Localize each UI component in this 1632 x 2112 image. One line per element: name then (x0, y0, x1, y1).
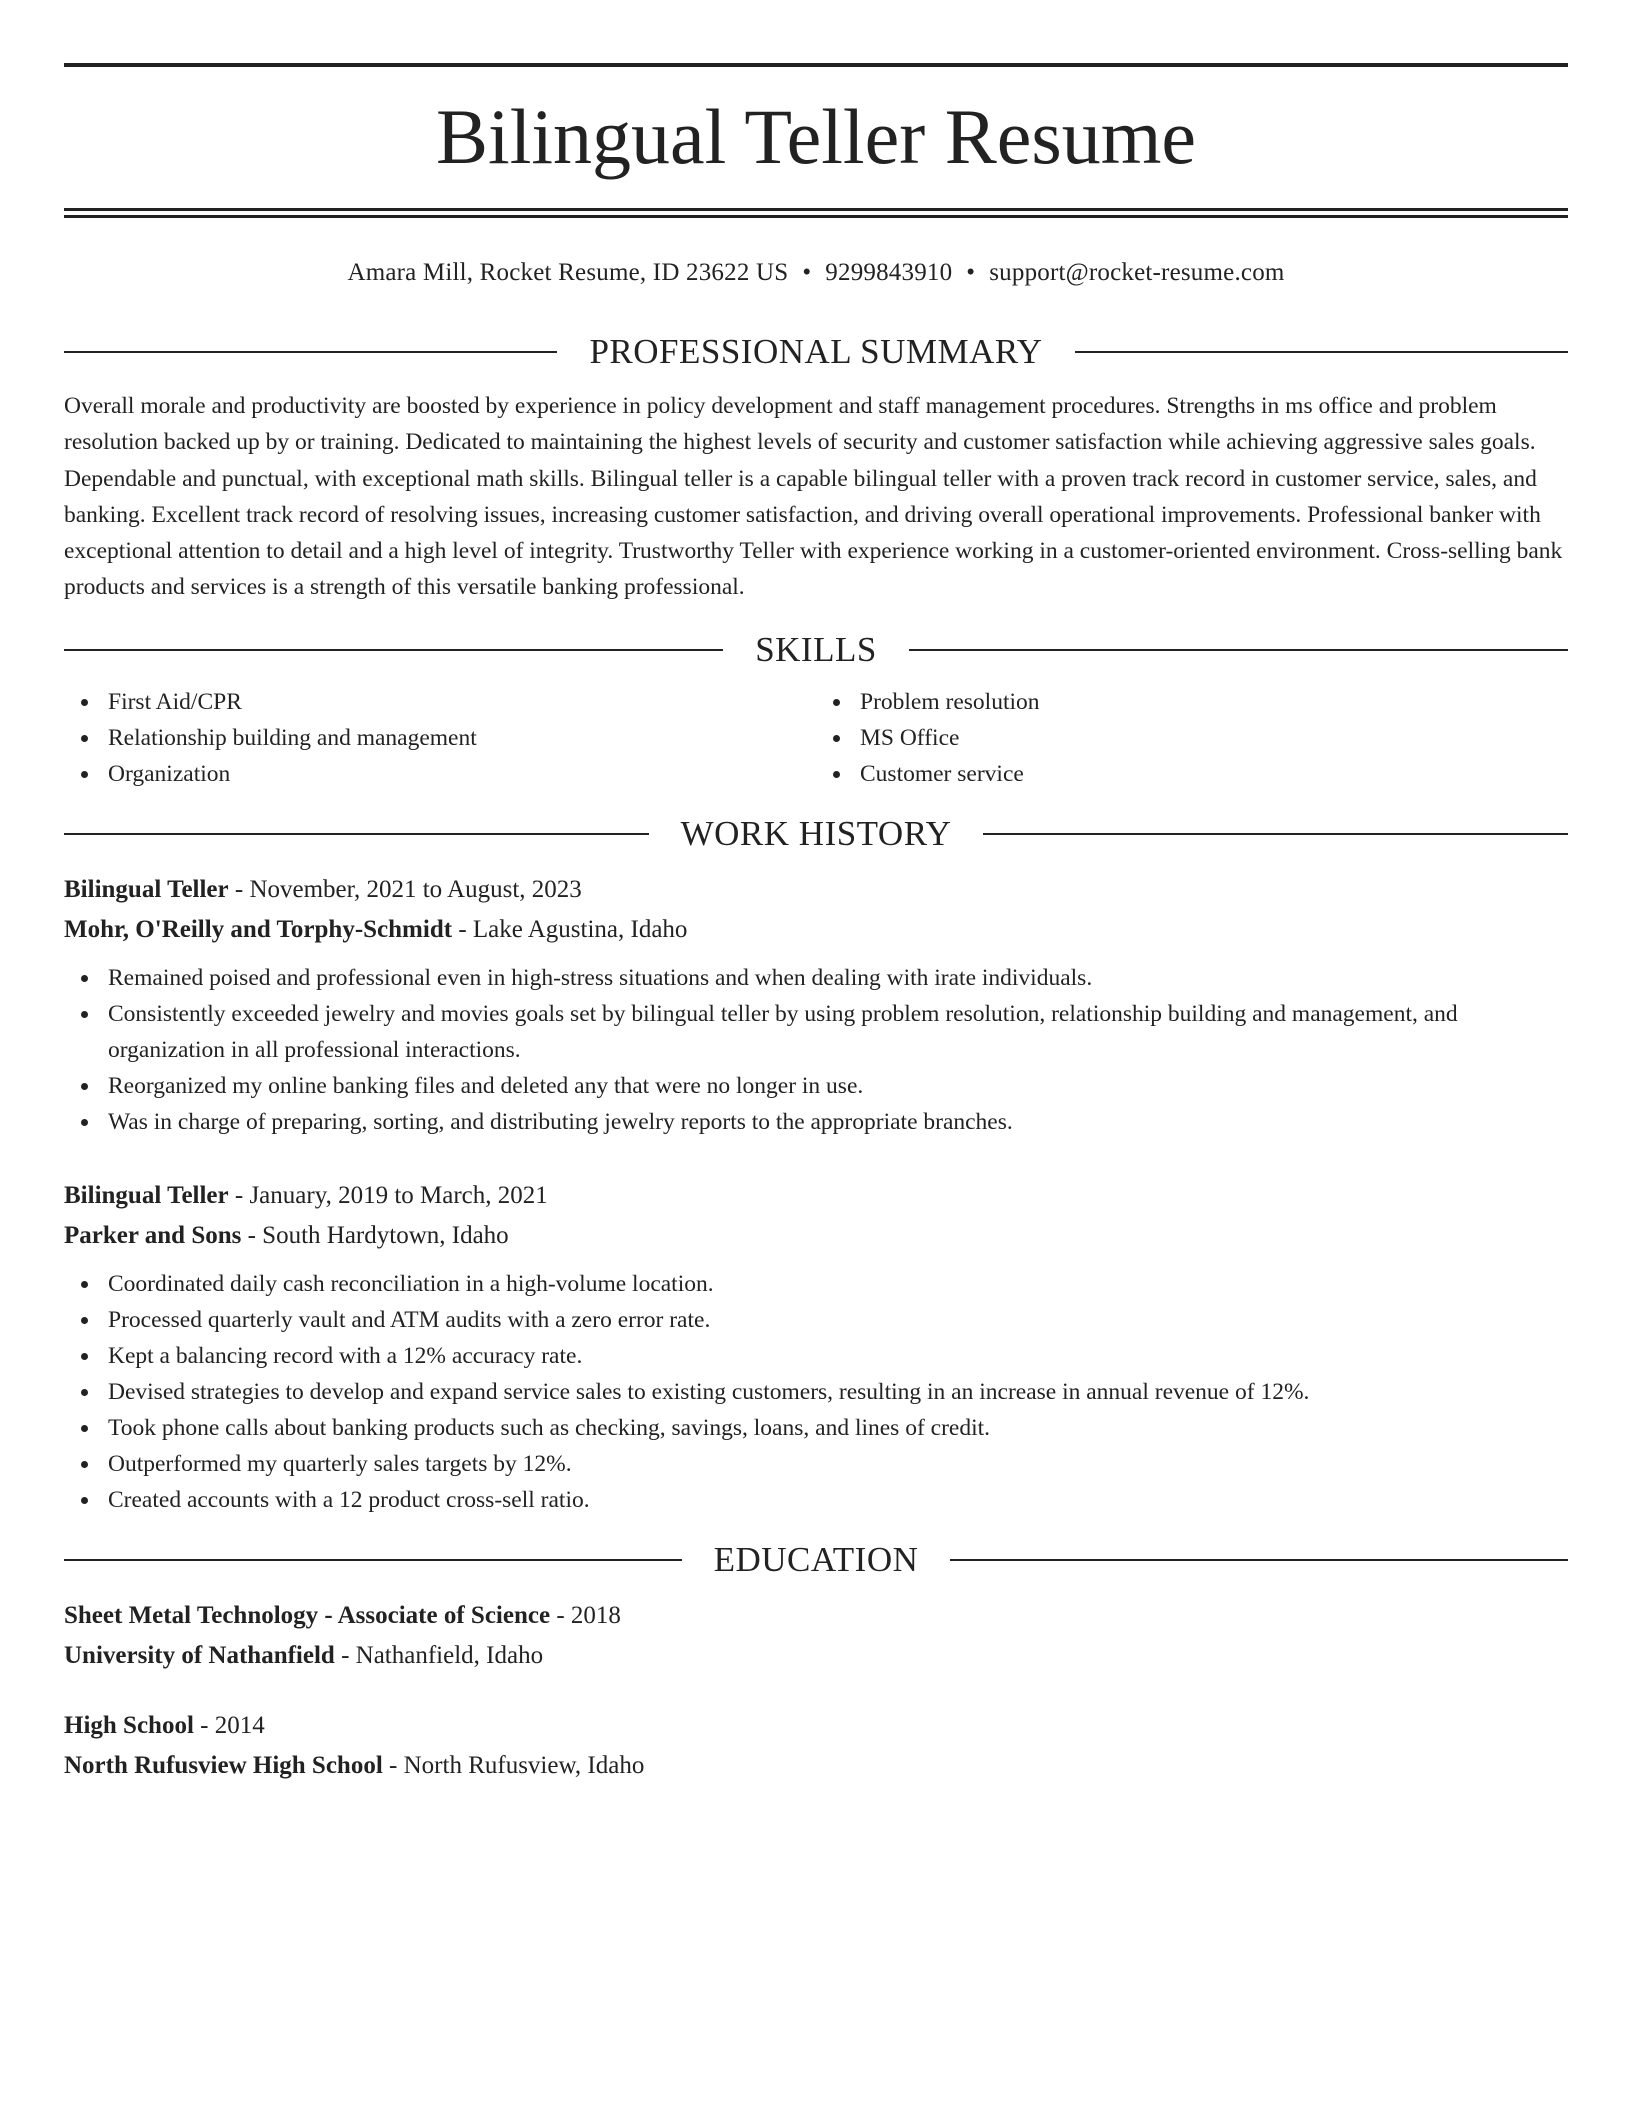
job-bullet: Coordinated daily cash reconciliation in a high-volume location. (64, 1266, 1568, 1302)
skill-item: First Aid/CPR (64, 684, 816, 720)
job-entry (64, 1176, 1568, 1518)
job-title: Bilingual Teller (64, 1181, 229, 1209)
contact-email: support@rocket-resume.com (989, 259, 1285, 286)
job-dates: - January, 2019 to March, 2021 (228, 1181, 548, 1209)
education-entry (64, 1706, 1568, 1786)
education-degree-line (64, 1706, 1568, 1746)
education-degree: High School (64, 1711, 194, 1739)
title-double-rule (64, 208, 1568, 218)
education-location: - North Rufusview, Idaho (382, 1751, 645, 1779)
job-company: Parker and Sons (64, 1221, 242, 1249)
job-bullet: Kept a balancing record with a 12% accuracy rate. (64, 1338, 1568, 1374)
contact-separator: • (802, 259, 812, 286)
heading-rule (64, 351, 557, 353)
skill-item: Relationship building and management (64, 720, 816, 756)
contact-phone: 9299843910 (825, 259, 953, 286)
job-bullet: Reorganized my online banking files and deleted any that were no longer in use. (64, 1068, 1568, 1104)
heading-rule (983, 833, 1568, 835)
section-title: SKILLS (755, 629, 877, 669)
heading-rule (1075, 351, 1568, 353)
job-title: Bilingual Teller (64, 875, 229, 903)
section-title: WORK HISTORY (680, 813, 952, 853)
section-heading-education (64, 1538, 1568, 1582)
job-bullets (64, 960, 1568, 1140)
skill-item: Customer service (816, 756, 1568, 792)
summary-text: Overall morale and productivity are boosted by experience in policy development and staff management procedures. Strengths in ms office and problem resolution backed up by or training. Dedicated to maintaining the highest levels of security and customer satisfaction while achieving aggressive sales goals. Dependable and punctual, with exceptional math skills. Bilingual teller is a capable bilingual teller with a proven track record in customer service, sales, and banking. Excellent track record of resolving issues, increasing customer satisfaction, and driving overall operational improvements. Professional banker with exceptional attention to detail and a high level of integrity. Trustworthy Teller with experience working in a customer-oriented environment. Cross-selling bank products and services is a strength of this versatile banking professional. (64, 393, 1563, 601)
section-heading-skills (64, 628, 1568, 672)
education-school-line (64, 1636, 1568, 1676)
skills-column-right (816, 684, 1568, 792)
job-entry (64, 870, 1568, 1140)
job-location: - Lake Agustina, Idaho (452, 915, 688, 943)
job-location: - South Hardytown, Idaho (241, 1221, 509, 1249)
education-school: North Rufusview High School (64, 1751, 383, 1779)
contact-line (64, 256, 1568, 290)
education-year: - 2014 (193, 1711, 265, 1739)
skills-column-left (64, 684, 816, 792)
job-bullet: Outperformed my quarterly sales targets by 12%. (64, 1446, 1568, 1482)
skills-list (64, 684, 1568, 792)
job-company: Mohr, O'Reilly and Torphy-Schmidt (64, 915, 453, 943)
education-entry (64, 1596, 1568, 1676)
education-degree-line (64, 1596, 1568, 1636)
resume-title: Bilingual Teller Resume (436, 93, 1196, 180)
skill-item: MS Office (816, 720, 1568, 756)
education-location: - Nathanfield, Idaho (334, 1641, 544, 1669)
education-year: - 2018 (550, 1601, 621, 1629)
heading-rule (909, 649, 1568, 651)
contact-separator: • (966, 259, 976, 286)
section-heading-work (64, 812, 1568, 856)
job-company-line (64, 910, 1568, 950)
contact-address: Amara Mill, Rocket Resume, ID 23622 US (347, 259, 789, 286)
job-dates: - November, 2021 to August, 2023 (228, 875, 582, 903)
job-bullet: Took phone calls about banking products such as checking, savings, loans, and lines of credit. (64, 1410, 1568, 1446)
skill-item: Problem resolution (816, 684, 1568, 720)
job-company-line (64, 1216, 1568, 1256)
job-bullet: Was in charge of preparing, sorting, and distributing jewelry reports to the appropriate branches. (64, 1104, 1568, 1140)
job-title-line (64, 870, 1568, 910)
job-bullet: Consistently exceeded jewelry and movies goals set by bilingual teller by using problem resolution, relationship building and management, and organization in all professional interactions. (64, 996, 1568, 1068)
section-title: EDUCATION (713, 1539, 919, 1579)
heading-rule (64, 1559, 682, 1561)
education-school-line (64, 1746, 1568, 1786)
job-bullet: Remained poised and professional even in high-stress situations and when dealing with irate individuals. (64, 960, 1568, 996)
education-school: University of Nathanfield (64, 1641, 335, 1669)
heading-rule (64, 649, 723, 651)
heading-rule (64, 833, 649, 835)
job-bullet: Processed quarterly vault and ATM audits with a zero error rate. (64, 1302, 1568, 1338)
education-degree: Sheet Metal Technology - Associate of Science (64, 1601, 551, 1629)
heading-rule (950, 1559, 1568, 1561)
job-bullet: Created accounts with a 12 product cross-sell ratio. (64, 1482, 1568, 1518)
skill-item: Organization (64, 756, 816, 792)
section-title: PROFESSIONAL SUMMARY (589, 332, 1043, 371)
job-title-line (64, 1176, 1568, 1216)
job-bullets (64, 1266, 1568, 1518)
resume-page (64, 0, 1568, 1786)
section-heading-summary (64, 330, 1568, 374)
job-bullet: Devised strategies to develop and expand service sales to existing customers, resulting in an increase in annual revenue of 12%. (64, 1374, 1568, 1410)
